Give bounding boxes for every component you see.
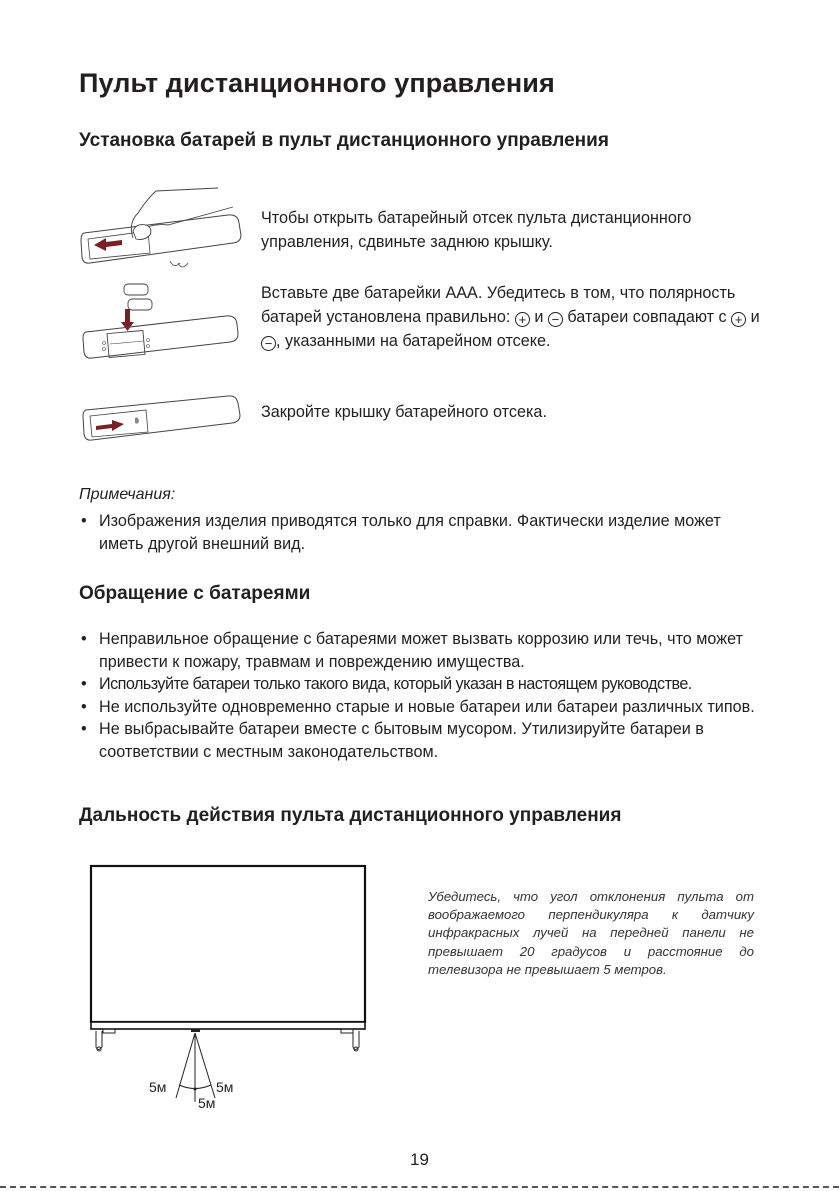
remote-close-cover-illustration xyxy=(78,388,253,453)
and-word: и xyxy=(534,308,544,326)
step-open-cover-text: Чтобы открыть батарейный отсек пульта дистанционного управления, сдвиньте заднюю крышку. xyxy=(261,209,692,251)
minus-polarity-icon: − xyxy=(261,336,276,351)
tv-screen xyxy=(91,866,365,1022)
battery-handling-list xyxy=(79,628,769,763)
battery-icon xyxy=(124,284,148,295)
slide-right-arrow-icon xyxy=(96,420,124,431)
insert-text-part-a: Вставьте две батарейки ААА. Убедитесь в том, что полярность батарей установлена правильно: xyxy=(261,284,736,326)
range-label-left: 5м xyxy=(149,1079,167,1095)
range-description: Убедитесь, что угол отклонения пульта от воображаемого перпендикуляра к датчику инфракрасных лучей на передней панели не превышает 20 градусов и расстояние до телевизора не превышает 5 метров. xyxy=(428,889,754,977)
battery-handling-heading: Обращение с батареями xyxy=(79,583,311,604)
and-word: и xyxy=(750,308,760,326)
ir-sensor xyxy=(191,1029,200,1032)
notes-label: Примечания: xyxy=(79,486,176,503)
notes-list xyxy=(79,510,769,555)
tv-range-diagram xyxy=(85,862,375,1112)
slide-left-arrow-icon xyxy=(94,238,122,251)
plus-polarity-icon: + xyxy=(515,312,530,327)
note-item: • Изображения изделия приводятся только для справки. Фактически изделие может иметь другой внешний вид. xyxy=(79,510,769,555)
tv-left-foot xyxy=(96,1029,115,1051)
step-close-cover-text: Закройте крышку батарейного отсека. xyxy=(261,403,547,421)
tv-bottom-bezel xyxy=(91,1022,365,1029)
handling-item: • Неправильное обращение с батареями может вызвать коррозию или течь, что может привести к пожару, травмам и повреждению имущества. xyxy=(79,628,769,673)
handling-item: • Используйте батареи только такого вида, который указан в настоящем руководстве. xyxy=(79,673,769,696)
range-label-right: 5м xyxy=(216,1079,234,1095)
handling-item: • Не используйте одновременно старые и новые батареи или батареи различных типов. xyxy=(79,696,769,719)
page-number: 19 xyxy=(410,1150,429,1169)
plus-polarity-icon: + xyxy=(731,312,746,327)
remote-open-cover-illustration xyxy=(78,183,253,273)
remote-range-heading: Дальность действия пульта дистанционного управления xyxy=(79,805,622,826)
insert-text-part-b: батареи совпадают с xyxy=(567,308,727,326)
step-insert-batteries-text xyxy=(261,281,761,353)
remote-insert-batteries-illustration xyxy=(78,278,253,373)
battery-install-heading: Установка батарей в пульт дистанционного управления xyxy=(79,130,609,151)
tv-right-foot xyxy=(341,1029,359,1051)
battery-icon xyxy=(128,299,152,310)
range-label-center: 5м xyxy=(198,1095,216,1111)
minus-polarity-icon: − xyxy=(548,312,563,327)
insert-text-part-c: , указанными на батарейном отсеке. xyxy=(276,332,551,350)
page-bottom-border xyxy=(0,1186,839,1188)
handling-item: • Не выбрасывайте батареи вместе с бытовым мусором. Утилизируйте батареи в соответствии с местным законодательством. xyxy=(79,718,769,763)
page-title: Пульт дистанционного управления xyxy=(79,68,555,98)
